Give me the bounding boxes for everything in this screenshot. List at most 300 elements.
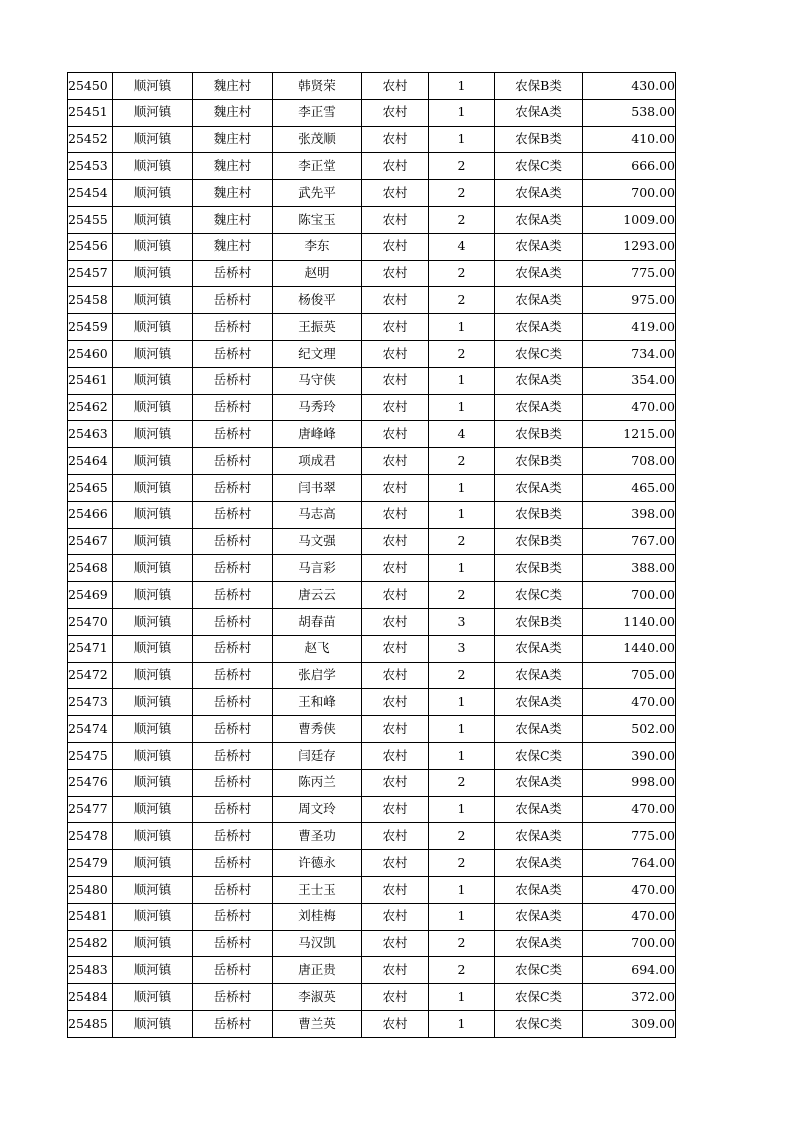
village-cell: 岳桥村 <box>193 689 273 716</box>
table-row <box>68 930 676 957</box>
town-cell: 顺河镇 <box>113 206 193 233</box>
town-cell: 顺河镇 <box>113 876 193 903</box>
table-row <box>68 340 676 367</box>
household-type-cell: 农村 <box>362 153 429 180</box>
table-row <box>68 796 676 823</box>
category-cell: 农保B类 <box>495 448 583 475</box>
household-type-cell: 农村 <box>362 742 429 769</box>
roster-table <box>67 72 676 1038</box>
amount-cell: 470.00 <box>583 876 676 903</box>
household-type-cell: 农村 <box>362 689 429 716</box>
member-count-cell: 1 <box>429 99 495 126</box>
name-cell: 唐正贵 <box>273 957 362 984</box>
village-cell: 岳桥村 <box>193 260 273 287</box>
town-cell: 顺河镇 <box>113 582 193 609</box>
household-type-cell: 农村 <box>362 582 429 609</box>
table-row <box>68 903 676 930</box>
household-type-cell: 农村 <box>362 903 429 930</box>
village-cell: 魏庄村 <box>193 73 273 100</box>
table-row <box>68 314 676 341</box>
town-cell: 顺河镇 <box>113 850 193 877</box>
name-cell: 马文强 <box>273 528 362 555</box>
household-type-cell: 农村 <box>362 126 429 153</box>
village-cell: 岳桥村 <box>193 394 273 421</box>
category-cell: 农保C类 <box>495 742 583 769</box>
table-row <box>68 260 676 287</box>
name-cell: 闫书翠 <box>273 474 362 501</box>
village-cell: 魏庄村 <box>193 206 273 233</box>
table-row <box>68 448 676 475</box>
town-cell: 顺河镇 <box>113 126 193 153</box>
record-id-cell: 25451 <box>68 99 113 126</box>
category-cell: 农保B类 <box>495 608 583 635</box>
village-cell: 魏庄村 <box>193 153 273 180</box>
town-cell: 顺河镇 <box>113 180 193 207</box>
village-cell: 岳桥村 <box>193 287 273 314</box>
village-cell: 岳桥村 <box>193 823 273 850</box>
town-cell: 顺河镇 <box>113 635 193 662</box>
category-cell: 农保C类 <box>495 340 583 367</box>
record-id-cell: 25476 <box>68 769 113 796</box>
name-cell: 赵飞 <box>273 635 362 662</box>
member-count-cell: 1 <box>429 394 495 421</box>
member-count-cell: 2 <box>429 153 495 180</box>
amount-cell: 388.00 <box>583 555 676 582</box>
name-cell: 曹秀侠 <box>273 716 362 743</box>
roster-body <box>68 73 676 1038</box>
table-row <box>68 742 676 769</box>
member-count-cell: 1 <box>429 126 495 153</box>
amount-cell: 775.00 <box>583 260 676 287</box>
town-cell: 顺河镇 <box>113 823 193 850</box>
village-cell: 岳桥村 <box>193 903 273 930</box>
table-row <box>68 287 676 314</box>
name-cell: 张启学 <box>273 662 362 689</box>
category-cell: 农保A类 <box>495 287 583 314</box>
village-cell: 岳桥村 <box>193 930 273 957</box>
member-count-cell: 2 <box>429 206 495 233</box>
category-cell: 农保C类 <box>495 582 583 609</box>
member-count-cell: 4 <box>429 233 495 260</box>
town-cell: 顺河镇 <box>113 608 193 635</box>
name-cell: 王振英 <box>273 314 362 341</box>
record-id-cell: 25453 <box>68 153 113 180</box>
household-type-cell: 农村 <box>362 474 429 501</box>
member-count-cell: 2 <box>429 448 495 475</box>
record-id-cell: 25466 <box>68 501 113 528</box>
amount-cell: 354.00 <box>583 367 676 394</box>
household-type-cell: 农村 <box>362 287 429 314</box>
amount-cell: 410.00 <box>583 126 676 153</box>
member-count-cell: 2 <box>429 823 495 850</box>
town-cell: 顺河镇 <box>113 448 193 475</box>
amount-cell: 975.00 <box>583 287 676 314</box>
table-row <box>68 206 676 233</box>
village-cell: 魏庄村 <box>193 233 273 260</box>
town-cell: 顺河镇 <box>113 984 193 1011</box>
member-count-cell: 2 <box>429 662 495 689</box>
town-cell: 顺河镇 <box>113 474 193 501</box>
member-count-cell: 2 <box>429 180 495 207</box>
village-cell: 魏庄村 <box>193 99 273 126</box>
category-cell: 农保B类 <box>495 501 583 528</box>
table-row <box>68 957 676 984</box>
household-type-cell: 农村 <box>362 769 429 796</box>
amount-cell: 390.00 <box>583 742 676 769</box>
member-count-cell: 2 <box>429 340 495 367</box>
table-row <box>68 501 676 528</box>
member-count-cell: 1 <box>429 555 495 582</box>
amount-cell: 398.00 <box>583 501 676 528</box>
table-row <box>68 1010 676 1037</box>
town-cell: 顺河镇 <box>113 742 193 769</box>
member-count-cell: 3 <box>429 635 495 662</box>
category-cell: 农保B类 <box>495 528 583 555</box>
name-cell: 李正雪 <box>273 99 362 126</box>
record-id-cell: 25454 <box>68 180 113 207</box>
village-cell: 岳桥村 <box>193 876 273 903</box>
amount-cell: 372.00 <box>583 984 676 1011</box>
household-type-cell: 农村 <box>362 823 429 850</box>
category-cell: 农保A类 <box>495 930 583 957</box>
household-type-cell: 农村 <box>362 367 429 394</box>
record-id-cell: 25450 <box>68 73 113 100</box>
table-row <box>68 555 676 582</box>
name-cell: 马言彩 <box>273 555 362 582</box>
amount-cell: 470.00 <box>583 689 676 716</box>
name-cell: 曹兰英 <box>273 1010 362 1037</box>
town-cell: 顺河镇 <box>113 394 193 421</box>
record-id-cell: 25479 <box>68 850 113 877</box>
table-row <box>68 608 676 635</box>
name-cell: 武先平 <box>273 180 362 207</box>
name-cell: 项成君 <box>273 448 362 475</box>
village-cell: 岳桥村 <box>193 314 273 341</box>
category-cell: 农保A类 <box>495 367 583 394</box>
village-cell: 岳桥村 <box>193 555 273 582</box>
name-cell: 许德永 <box>273 850 362 877</box>
household-type-cell: 农村 <box>362 340 429 367</box>
table-row <box>68 769 676 796</box>
household-type-cell: 农村 <box>362 716 429 743</box>
category-cell: 农保A类 <box>495 233 583 260</box>
household-type-cell: 农村 <box>362 314 429 341</box>
household-type-cell: 农村 <box>362 850 429 877</box>
category-cell: 农保A类 <box>495 823 583 850</box>
record-id-cell: 25481 <box>68 903 113 930</box>
amount-cell: 309.00 <box>583 1010 676 1037</box>
amount-cell: 700.00 <box>583 930 676 957</box>
town-cell: 顺河镇 <box>113 555 193 582</box>
amount-cell: 734.00 <box>583 340 676 367</box>
record-id-cell: 25483 <box>68 957 113 984</box>
name-cell: 韩贤荣 <box>273 73 362 100</box>
member-count-cell: 1 <box>429 716 495 743</box>
town-cell: 顺河镇 <box>113 287 193 314</box>
name-cell: 纪文理 <box>273 340 362 367</box>
record-id-cell: 25470 <box>68 608 113 635</box>
name-cell: 王士玉 <box>273 876 362 903</box>
village-cell: 岳桥村 <box>193 501 273 528</box>
household-type-cell: 农村 <box>362 448 429 475</box>
village-cell: 岳桥村 <box>193 448 273 475</box>
member-count-cell: 1 <box>429 903 495 930</box>
member-count-cell: 2 <box>429 850 495 877</box>
town-cell: 顺河镇 <box>113 233 193 260</box>
name-cell: 杨俊平 <box>273 287 362 314</box>
category-cell: 农保A类 <box>495 635 583 662</box>
table-row <box>68 394 676 421</box>
town-cell: 顺河镇 <box>113 957 193 984</box>
table-row <box>68 528 676 555</box>
member-count-cell: 1 <box>429 314 495 341</box>
name-cell: 李正堂 <box>273 153 362 180</box>
record-id-cell: 25455 <box>68 206 113 233</box>
amount-cell: 700.00 <box>583 582 676 609</box>
household-type-cell: 农村 <box>362 957 429 984</box>
town-cell: 顺河镇 <box>113 73 193 100</box>
village-cell: 岳桥村 <box>193 421 273 448</box>
table-row <box>68 421 676 448</box>
village-cell: 岳桥村 <box>193 528 273 555</box>
record-id-cell: 25457 <box>68 260 113 287</box>
name-cell: 王和峰 <box>273 689 362 716</box>
member-count-cell: 2 <box>429 957 495 984</box>
household-type-cell: 农村 <box>362 662 429 689</box>
amount-cell: 470.00 <box>583 394 676 421</box>
record-id-cell: 25478 <box>68 823 113 850</box>
village-cell: 岳桥村 <box>193 1010 273 1037</box>
table-row <box>68 662 676 689</box>
member-count-cell: 1 <box>429 876 495 903</box>
town-cell: 顺河镇 <box>113 367 193 394</box>
town-cell: 顺河镇 <box>113 1010 193 1037</box>
amount-cell: 700.00 <box>583 180 676 207</box>
household-type-cell: 农村 <box>362 555 429 582</box>
member-count-cell: 1 <box>429 689 495 716</box>
record-id-cell: 25474 <box>68 716 113 743</box>
record-id-cell: 25471 <box>68 635 113 662</box>
village-cell: 岳桥村 <box>193 635 273 662</box>
name-cell: 马志高 <box>273 501 362 528</box>
name-cell: 李淑英 <box>273 984 362 1011</box>
member-count-cell: 1 <box>429 742 495 769</box>
amount-cell: 767.00 <box>583 528 676 555</box>
village-cell: 岳桥村 <box>193 957 273 984</box>
category-cell: 农保B类 <box>495 73 583 100</box>
name-cell: 赵明 <box>273 260 362 287</box>
amount-cell: 465.00 <box>583 474 676 501</box>
record-id-cell: 25463 <box>68 421 113 448</box>
category-cell: 农保A类 <box>495 206 583 233</box>
amount-cell: 705.00 <box>583 662 676 689</box>
amount-cell: 1009.00 <box>583 206 676 233</box>
table-row <box>68 180 676 207</box>
category-cell: 农保A类 <box>495 850 583 877</box>
amount-cell: 538.00 <box>583 99 676 126</box>
category-cell: 农保A类 <box>495 314 583 341</box>
village-cell: 岳桥村 <box>193 796 273 823</box>
household-type-cell: 农村 <box>362 984 429 1011</box>
member-count-cell: 4 <box>429 421 495 448</box>
name-cell: 闫廷存 <box>273 742 362 769</box>
category-cell: 农保A类 <box>495 260 583 287</box>
member-count-cell: 1 <box>429 474 495 501</box>
amount-cell: 998.00 <box>583 769 676 796</box>
table-row <box>68 153 676 180</box>
record-id-cell: 25465 <box>68 474 113 501</box>
village-cell: 岳桥村 <box>193 769 273 796</box>
record-id-cell: 25469 <box>68 582 113 609</box>
town-cell: 顺河镇 <box>113 769 193 796</box>
amount-cell: 502.00 <box>583 716 676 743</box>
town-cell: 顺河镇 <box>113 903 193 930</box>
record-id-cell: 25484 <box>68 984 113 1011</box>
table-row <box>68 99 676 126</box>
amount-cell: 775.00 <box>583 823 676 850</box>
amount-cell: 470.00 <box>583 903 676 930</box>
member-count-cell: 1 <box>429 367 495 394</box>
member-count-cell: 1 <box>429 1010 495 1037</box>
town-cell: 顺河镇 <box>113 340 193 367</box>
household-type-cell: 农村 <box>362 635 429 662</box>
amount-cell: 470.00 <box>583 796 676 823</box>
member-count-cell: 1 <box>429 501 495 528</box>
amount-cell: 419.00 <box>583 314 676 341</box>
record-id-cell: 25477 <box>68 796 113 823</box>
village-cell: 岳桥村 <box>193 340 273 367</box>
record-id-cell: 25464 <box>68 448 113 475</box>
category-cell: 农保C类 <box>495 957 583 984</box>
town-cell: 顺河镇 <box>113 153 193 180</box>
category-cell: 农保A类 <box>495 180 583 207</box>
table-row <box>68 823 676 850</box>
name-cell: 李东 <box>273 233 362 260</box>
name-cell: 刘桂梅 <box>273 903 362 930</box>
member-count-cell: 1 <box>429 73 495 100</box>
category-cell: 农保A类 <box>495 394 583 421</box>
record-id-cell: 25467 <box>68 528 113 555</box>
amount-cell: 708.00 <box>583 448 676 475</box>
category-cell: 农保B类 <box>495 421 583 448</box>
record-id-cell: 25485 <box>68 1010 113 1037</box>
record-id-cell: 25459 <box>68 314 113 341</box>
table-row <box>68 716 676 743</box>
record-id-cell: 25482 <box>68 930 113 957</box>
household-type-cell: 农村 <box>362 260 429 287</box>
record-id-cell: 25460 <box>68 340 113 367</box>
town-cell: 顺河镇 <box>113 689 193 716</box>
record-id-cell: 25456 <box>68 233 113 260</box>
amount-cell: 694.00 <box>583 957 676 984</box>
amount-cell: 430.00 <box>583 73 676 100</box>
amount-cell: 1140.00 <box>583 608 676 635</box>
category-cell: 农保A类 <box>495 662 583 689</box>
village-cell: 岳桥村 <box>193 474 273 501</box>
category-cell: 农保A类 <box>495 769 583 796</box>
household-type-cell: 农村 <box>362 206 429 233</box>
village-cell: 岳桥村 <box>193 850 273 877</box>
table-row <box>68 367 676 394</box>
household-type-cell: 农村 <box>362 501 429 528</box>
name-cell: 唐云云 <box>273 582 362 609</box>
table-row <box>68 876 676 903</box>
category-cell: 农保A类 <box>495 796 583 823</box>
village-cell: 岳桥村 <box>193 367 273 394</box>
household-type-cell: 农村 <box>362 930 429 957</box>
town-cell: 顺河镇 <box>113 716 193 743</box>
record-id-cell: 25462 <box>68 394 113 421</box>
table-row <box>68 635 676 662</box>
amount-cell: 1440.00 <box>583 635 676 662</box>
village-cell: 岳桥村 <box>193 608 273 635</box>
category-cell: 农保A类 <box>495 474 583 501</box>
town-cell: 顺河镇 <box>113 501 193 528</box>
member-count-cell: 2 <box>429 528 495 555</box>
town-cell: 顺河镇 <box>113 99 193 126</box>
village-cell: 岳桥村 <box>193 582 273 609</box>
household-type-cell: 农村 <box>362 394 429 421</box>
amount-cell: 666.00 <box>583 153 676 180</box>
record-id-cell: 25473 <box>68 689 113 716</box>
name-cell: 唐峰峰 <box>273 421 362 448</box>
table-row <box>68 126 676 153</box>
category-cell: 农保C类 <box>495 1010 583 1037</box>
amount-cell: 764.00 <box>583 850 676 877</box>
category-cell: 农保A类 <box>495 99 583 126</box>
household-type-cell: 农村 <box>362 233 429 260</box>
household-type-cell: 农村 <box>362 876 429 903</box>
name-cell: 马秀玲 <box>273 394 362 421</box>
record-id-cell: 25475 <box>68 742 113 769</box>
category-cell: 农保A类 <box>495 876 583 903</box>
name-cell: 马汉凯 <box>273 930 362 957</box>
table-row <box>68 233 676 260</box>
table-row <box>68 984 676 1011</box>
member-count-cell: 1 <box>429 984 495 1011</box>
record-id-cell: 25461 <box>68 367 113 394</box>
record-id-cell: 25472 <box>68 662 113 689</box>
village-cell: 岳桥村 <box>193 662 273 689</box>
name-cell: 陈宝玉 <box>273 206 362 233</box>
member-count-cell: 1 <box>429 796 495 823</box>
category-cell: 农保C类 <box>495 984 583 1011</box>
name-cell: 胡春苗 <box>273 608 362 635</box>
household-type-cell: 农村 <box>362 99 429 126</box>
table-row <box>68 474 676 501</box>
table-row <box>68 73 676 100</box>
category-cell: 农保A类 <box>495 689 583 716</box>
village-cell: 魏庄村 <box>193 126 273 153</box>
household-type-cell: 农村 <box>362 180 429 207</box>
name-cell: 张茂顺 <box>273 126 362 153</box>
category-cell: 农保B类 <box>495 126 583 153</box>
record-id-cell: 25468 <box>68 555 113 582</box>
household-type-cell: 农村 <box>362 796 429 823</box>
category-cell: 农保C类 <box>495 153 583 180</box>
category-cell: 农保A类 <box>495 903 583 930</box>
record-id-cell: 25480 <box>68 876 113 903</box>
village-cell: 魏庄村 <box>193 180 273 207</box>
town-cell: 顺河镇 <box>113 421 193 448</box>
member-count-cell: 3 <box>429 608 495 635</box>
household-type-cell: 农村 <box>362 73 429 100</box>
village-cell: 岳桥村 <box>193 742 273 769</box>
record-id-cell: 25452 <box>68 126 113 153</box>
record-id-cell: 25458 <box>68 287 113 314</box>
household-type-cell: 农村 <box>362 421 429 448</box>
table-row <box>68 689 676 716</box>
